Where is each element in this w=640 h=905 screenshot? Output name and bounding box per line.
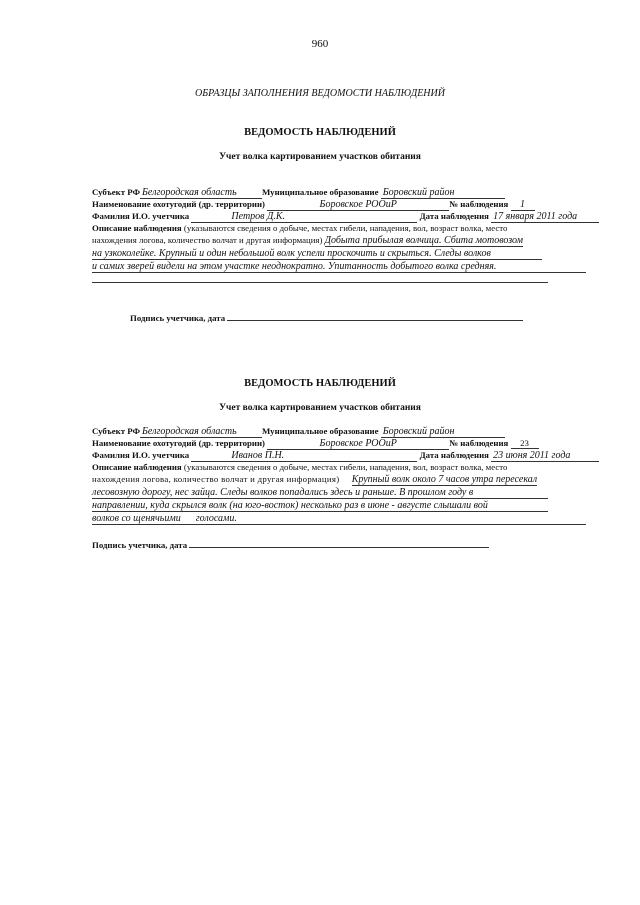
form-2-row-subject: [92, 426, 505, 438]
observer-label: Фамилия И.О. учетчика: [92, 450, 190, 460]
hunting-ground-label: Наименование охотугодий (др. территории): [92, 438, 265, 448]
description-hint: (указываются сведения о добыче, местах гибели, нападения, вол, возраст волка, место: [183, 462, 508, 472]
form-2-signature: [92, 538, 489, 550]
description-line-3: направлении, куда скрылся волк (на юго-восток) несколько раз в июне - августе слышали вой: [92, 500, 548, 512]
subject-label: Субъект РФ: [92, 187, 140, 197]
municipality-value: Боровский район: [381, 426, 505, 438]
obs-number-value: 23: [511, 438, 539, 449]
signature-label: Подпись учетчика, дата: [92, 540, 188, 550]
obs-date-label: Дата наблюдения: [419, 450, 489, 460]
form-1-title: ВЕДОМОСТЬ НАБЛЮДЕНИЙ: [244, 127, 396, 138]
observer-value: Иванов П.Н.: [191, 450, 417, 462]
form-2-subtitle: Учет волка картированием участков обитания: [219, 403, 421, 413]
form-2-description-line-4: [92, 513, 586, 525]
description-line-1: Крупный волк около 7 часов утра пересекал: [351, 474, 538, 485]
description-line-2: лесовозную дорогу, нес зайца. Следы волков попадались здесь и раньше. В прошлом году в: [92, 487, 548, 499]
signature-line: [227, 311, 523, 321]
form-1-row-hunting: [92, 199, 535, 211]
signature-line: [189, 538, 489, 548]
form-2-description-line-2: [92, 487, 548, 499]
obs-number-label: № наблюдения: [449, 438, 509, 448]
hunting-ground-value: Боровское РООиР: [267, 199, 449, 211]
page-number: 960: [311, 38, 329, 50]
municipality-label: Муниципальное образование: [262, 426, 379, 436]
form-2-row-hunting: [92, 438, 539, 450]
form-2-description-line-3: [92, 500, 548, 512]
description-label: Описание наблюдения: [92, 462, 182, 472]
form-2-row-observer: [92, 450, 599, 462]
description-line-3: и самих зверей видели на этом участке неоднократно. Упитанность добытого волка средняя.: [92, 261, 586, 273]
section-title: ОБРАЗЦЫ ЗАПОЛНЕНИЯ ВЕДОМОСТИ НАБЛЮДЕНИЙ: [195, 88, 445, 99]
form-1-row-observer: [92, 211, 599, 223]
obs-number-label: № наблюдения: [449, 199, 509, 209]
form-2-row-description-2: [92, 474, 537, 486]
subject-label: Субъект РФ: [92, 426, 140, 436]
hunting-ground-value: Боровское РООиР: [267, 438, 449, 450]
obs-date-value: 23 июня 2011 года: [491, 450, 599, 462]
signature-label: Подпись учетчика, дата: [130, 313, 226, 323]
obs-date-label: Дата наблюдения: [419, 211, 489, 221]
subject-value: Белгородская область: [140, 426, 262, 438]
obs-date-value: 17 января 2011 года: [491, 211, 599, 223]
form-2-row-description: [92, 462, 507, 474]
form-2-title: ВЕДОМОСТЬ НАБЛЮДЕНИЙ: [244, 378, 396, 389]
form-1-subtitle: Учет волка картированием участков обитания: [219, 152, 421, 162]
description-hint: (указываются сведения о добыче, местах гибели, нападения, вол, возраст волка, место: [183, 223, 508, 233]
form-1-signature: [130, 311, 523, 323]
form-1-description-line-3: [92, 261, 586, 273]
municipality-value: Боровский район: [381, 187, 505, 199]
description-label: Описание наблюдения: [92, 223, 182, 233]
description-hint-cont: нахождения логова, количество волчат и другая информация): [92, 474, 340, 484]
form-1-row-subject: [92, 187, 505, 199]
form-1-row-description-2: [92, 235, 523, 247]
description-line-2: на узкоколейке. Крупный и один небольшой волк успели проскочить и скрыться. Следы волков: [92, 248, 542, 260]
form-1-row-description: [92, 223, 507, 235]
observer-value: Петров Д.К.: [191, 211, 417, 223]
hunting-ground-label: Наименование охотугодий (др. территории): [92, 199, 265, 209]
obs-number-value: 1: [511, 199, 535, 211]
observer-label: Фамилия И.О. учетчика: [92, 211, 190, 221]
description-line-4: волков со щенячьими голосами.: [92, 513, 586, 525]
description-line-1: Добыта прибылая волчица. Сбита мотовозом: [324, 235, 524, 246]
description-hint-cont: нахождения логова, количество волчат и другая информация): [92, 235, 323, 245]
subject-value: Белгородская область: [140, 187, 262, 199]
blank-line: [92, 282, 548, 283]
form-1-description-line-2: [92, 248, 542, 260]
municipality-label: Муниципальное образование: [262, 187, 379, 197]
